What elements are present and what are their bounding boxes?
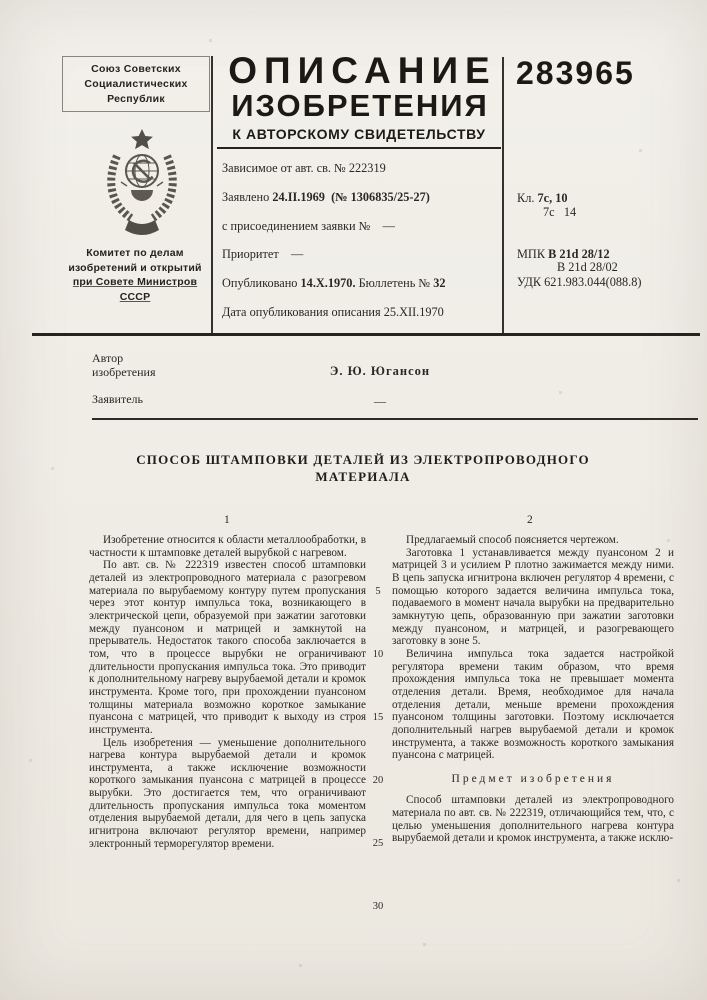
author-label-line: Автор <box>92 351 124 365</box>
line-number: 10 <box>372 649 384 660</box>
union-line: Республик <box>107 92 165 105</box>
paragraph: Цель изобретения — уменьшение дополнительного нагрева контура вырубаемой детали и кромок инструмента, а также исключение возможности короткого замыкания пуансона с матрицей в процессе вырубки. Это достигается тем, что ограничивают длительность пропускания импульса тока моментом отделения вырубаемой детали, для чего в цепь запуска игнитрона включают регулятор времени, например электронный терморегулятор времени. <box>89 736 366 850</box>
ussr-coat-of-arms-icon <box>101 126 183 240</box>
column-marker-2: 2 <box>527 514 533 526</box>
claims-paragraph: Способ штамповки деталей из электропроводного материала по авт. св. № 222319, отличающийся тем, что, с целью уменьшения дополнительного нагрева контура вырубаемой детали и кромок инструмента, а также исклю- <box>392 794 674 845</box>
line-number: 5 <box>375 586 381 597</box>
class-row2 <box>543 205 576 220</box>
field-value: 24.II.1969 (№ 1306835/25-27) <box>272 190 430 204</box>
paragraph: Изобретение относится к области металлообработки, в частности к штамповке деталей вырубкой с нагревом. <box>89 534 366 559</box>
invention-title: СПОСОБ ШТАМПОВКИ ДЕТАЛЕЙ ИЗ ЭЛЕКТРОПРОВОДНОГО МАТЕРИАЛА <box>136 452 590 484</box>
union-line: Союз Советских <box>91 62 181 75</box>
line-number: 25 <box>372 838 384 849</box>
body-column-right <box>392 534 674 845</box>
ipc-value: В 21d 28/02 <box>557 260 618 274</box>
class-row <box>517 191 568 206</box>
claims-heading: Предмет изобретения <box>451 772 615 785</box>
committee-line: Комитет по делам <box>86 247 184 259</box>
field-published <box>222 276 507 291</box>
document-subtitle: К АВТОРСКОМУ СВИДЕТЕЛЬСТВУ <box>232 126 486 142</box>
applicant-label: Заявитель <box>92 392 143 406</box>
field-value: 14.X.1970. <box>300 276 356 290</box>
field-dependent <box>222 161 507 176</box>
field-text: Приоритет — <box>222 247 304 261</box>
committee-line: при Совете Министров <box>72 276 198 288</box>
document-type-line1: ОПИСАНИЕ <box>228 50 497 91</box>
field-joined-application <box>222 219 507 234</box>
applicant-value: — <box>374 394 386 408</box>
field-label: Заявлено <box>222 190 273 204</box>
byline-rule <box>92 418 698 420</box>
line-number: 30 <box>372 901 384 912</box>
committee-block <box>55 246 215 304</box>
ipc-value: В 21d 28/12 <box>548 247 610 261</box>
class-label: Кл. <box>517 191 538 205</box>
class-value: 7с 14 <box>543 205 577 219</box>
field-value: 32 <box>433 276 446 290</box>
patent-number: 283965 <box>516 55 635 91</box>
field-text: Зависимое от авт. св. № 222319 <box>222 161 386 175</box>
field-priority <box>222 247 507 262</box>
author-name: Э. Ю. Югансон <box>329 364 431 378</box>
union-name-box <box>62 56 210 112</box>
udc-value: 621.983.044(088.8) <box>544 275 642 289</box>
author-label-line: изобретения <box>92 365 156 379</box>
header-rule <box>32 333 700 336</box>
committee-line: изобретений и открытий <box>68 261 202 274</box>
field-description-date <box>222 305 507 320</box>
field-filed <box>222 190 507 205</box>
field-text: Дата опубликования описания 25.XII.1970 <box>222 305 444 319</box>
body-column-left <box>89 534 366 850</box>
class-value: 7с, 10 <box>537 191 568 205</box>
field-text: с присоединением заявки № — <box>222 219 395 233</box>
udc-row <box>517 275 641 290</box>
field-label: Бюллетень № <box>355 276 434 290</box>
column-marker-1: 1 <box>224 514 230 526</box>
subtitle-underline <box>217 147 501 149</box>
line-number: 20 <box>372 775 384 786</box>
header-divider-left <box>211 56 213 335</box>
ipc-label: МПК <box>517 247 549 261</box>
udc-label: УДК <box>517 275 545 289</box>
field-label: Опубликовано <box>222 276 301 290</box>
line-number: 15 <box>372 712 384 723</box>
document-type-line2: ИЗОБРЕТЕНИЯ <box>231 88 489 123</box>
union-line: Социалистических <box>84 77 188 90</box>
paragraph: По авт. св. № 222319 известен способ штамповки деталей из электропроводного материала с разогревом материала по вырубаемому контуру путем пропускания через этот контур импульса тока, возникающего в электрической цепи, образуемой при зажатии заготовки между пуансоном и матрицей и замкнутой на прерыватель. Недостаток такого способа заключается в том, что в процессе вырубки не ограничивают длительности пропускания импульса тока. Это приводит к дополнительному нагреву вырубаемой детали и кромок инструмента. Кроме того, при прохождении пуансоном толщины материала возможно короткое замыкание пуансона с матрицей, что приводит к выходу из строя инструмента. <box>89 559 366 736</box>
committee-line: СССР <box>119 290 151 303</box>
paragraph: Величина импульса тока задается настройкой регулятора времени таким образом, что время прохождения импульса тока не превышает момента отделения детали. Время, необходимое для начала отделения детали, меньше времени прохождения пуансоном толщины заготовки. Поэтому исключается дополнительный нагрев вырубаемой детали и кромок инструмента, а также возможность короткого замыкания пуансона с матрицей. <box>392 647 674 762</box>
author-label <box>92 351 155 379</box>
paragraph: Предлагаемый способ поясняется чертежом. <box>406 534 619 546</box>
paragraph: Заготовка 1 устанавливается между пуансоном 2 и матрицей 3 и усилием Р плотно зажимается между ними. В цепь запуска игнитрона включен регулятор 4 времени, с помощью которого задается величина импульса тока, подаваемого в момент начала вырубки на предварительно замкнутую цепь, образованную при зажатии заготовки между пуансоном, и матрицей, и разогревающего заготовку в зоне 5. <box>392 546 674 648</box>
scan-noise <box>0 0 1 1</box>
ipc-row2 <box>557 260 618 275</box>
